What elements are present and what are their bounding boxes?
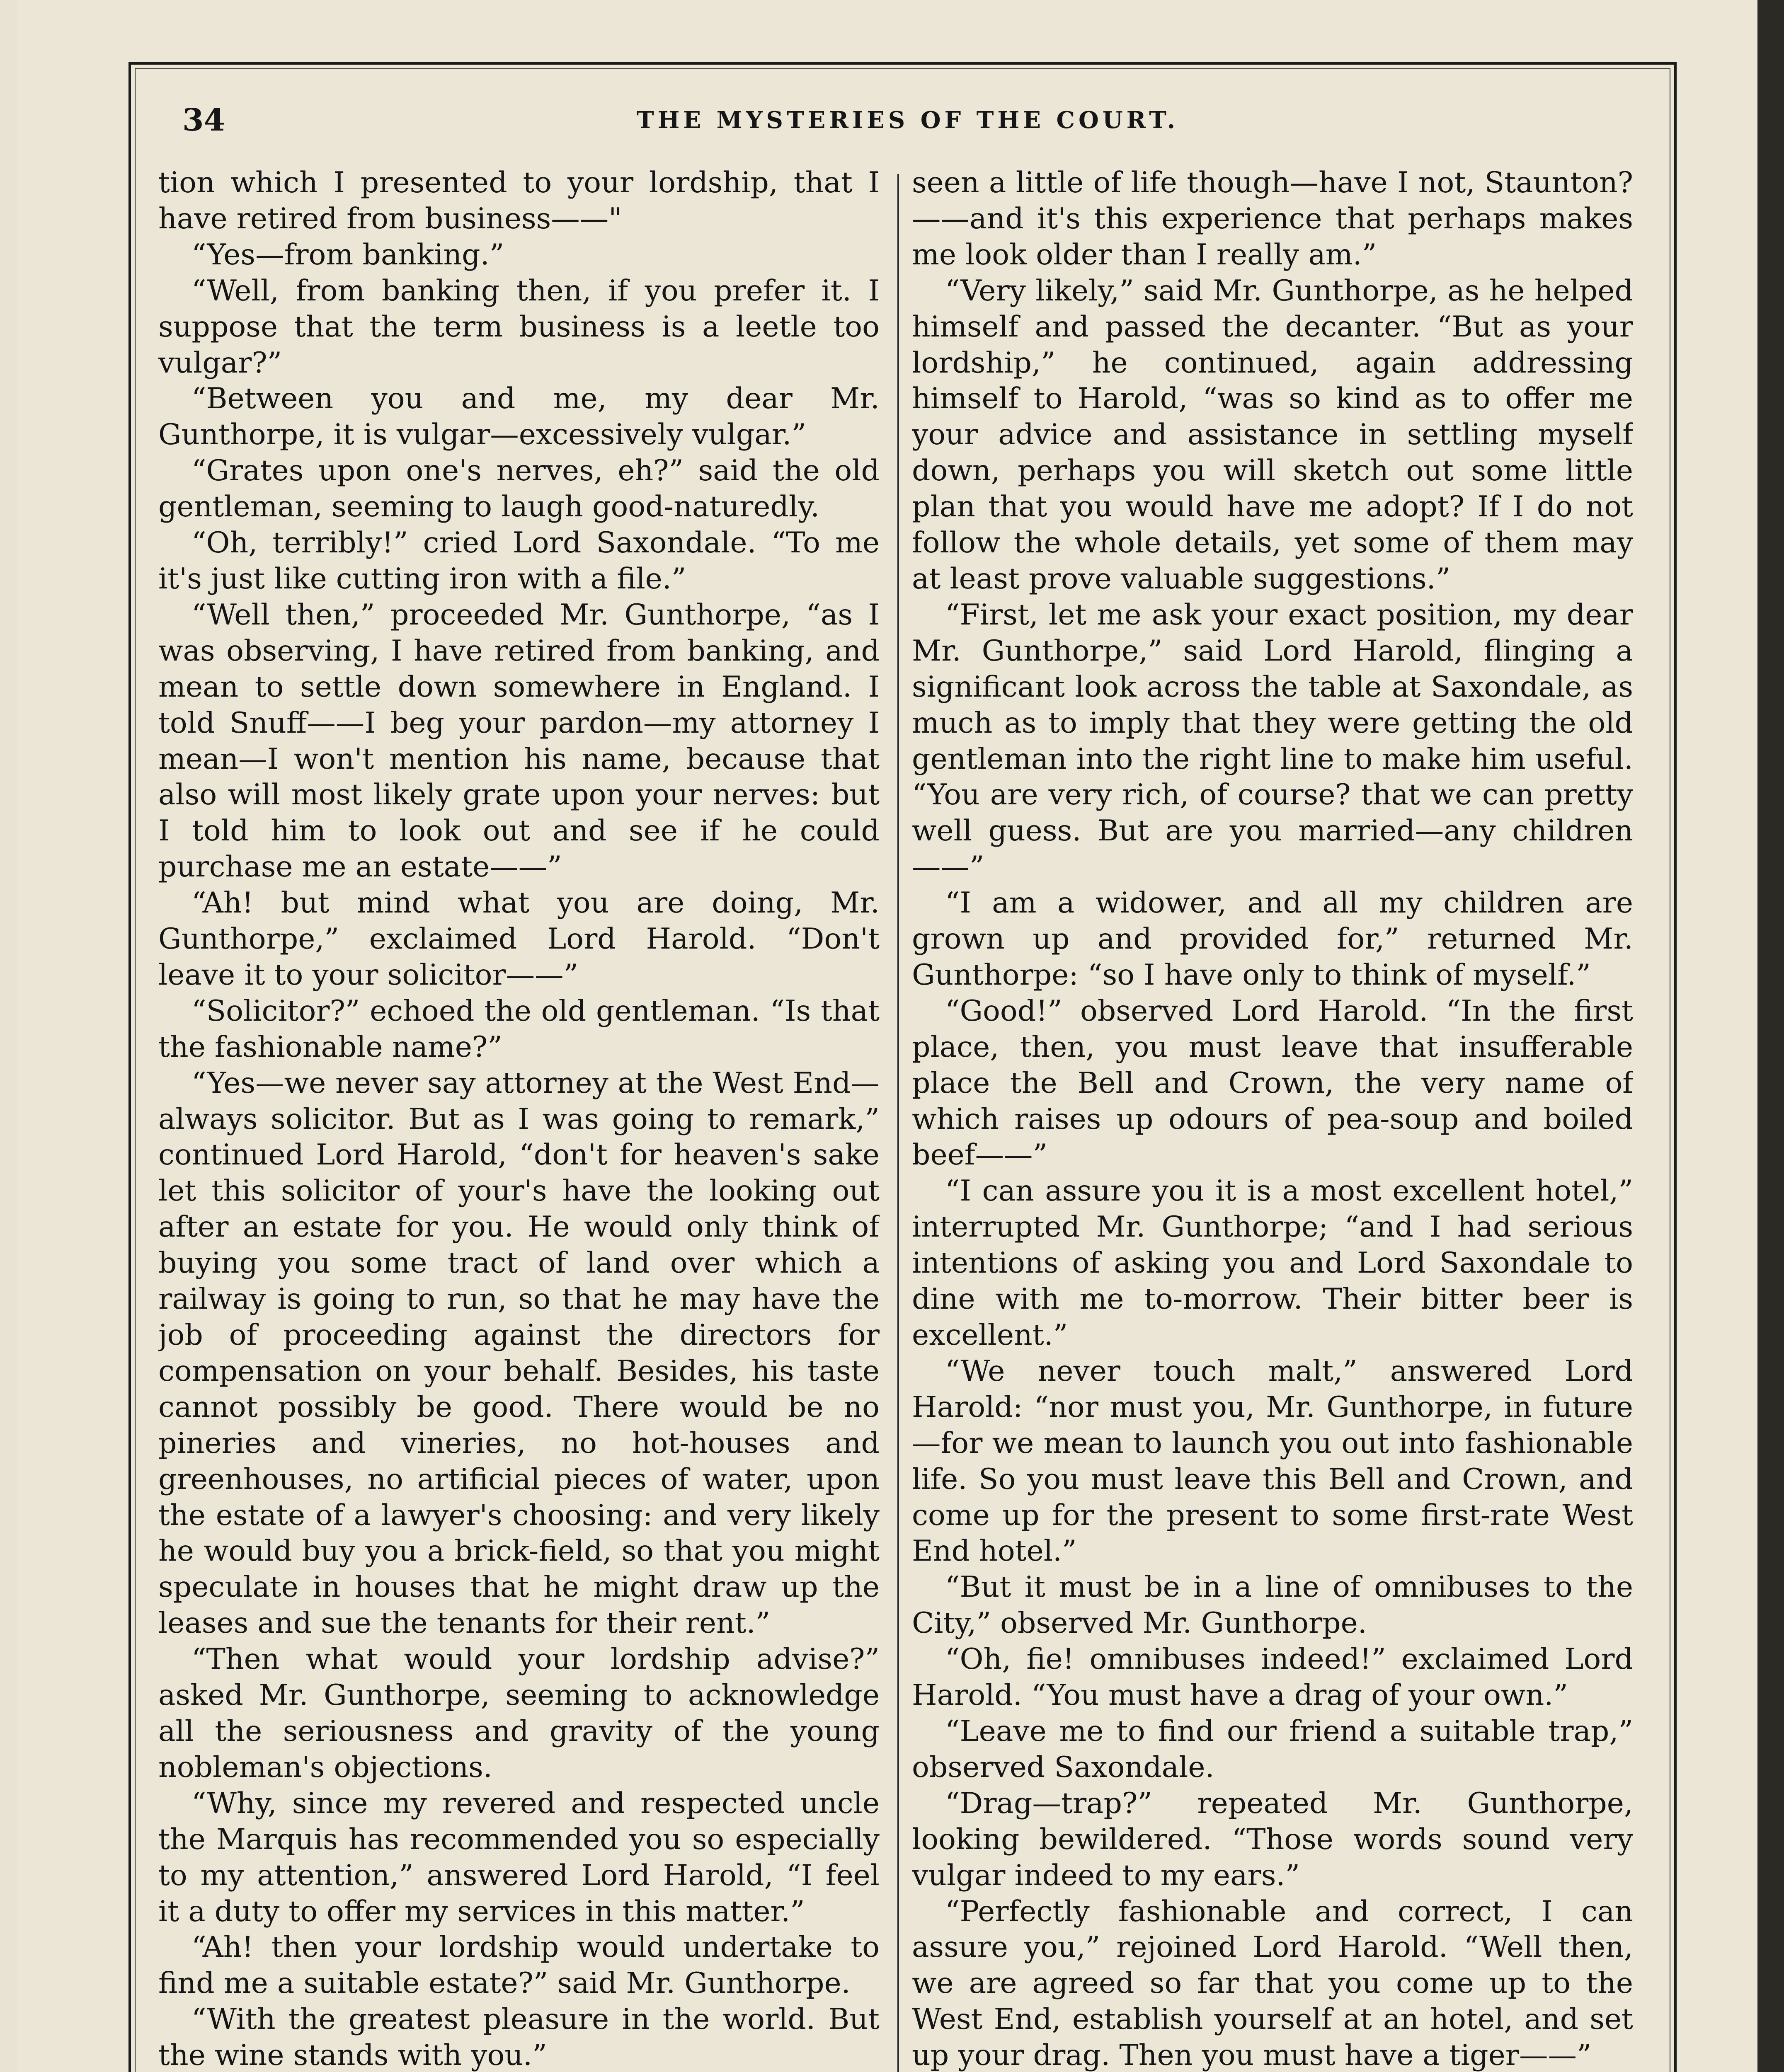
running-title: THE MYSTERIES OF THE COURT. xyxy=(636,107,1179,134)
paragraph: “Between you and me, my dear Mr. Gunthorpe, it is vulgar—excessively vulgar.” xyxy=(158,382,880,452)
left-column xyxy=(158,165,880,2072)
paragraph: “Good!” observed Lord Harold. “In the first place, then, you must leave that insufferable place the Bell and Crown, the very name of which raises up odours of pea-soup and boiled beef——” xyxy=(912,994,1633,1172)
paragraph: “Perfectly fashionable and correct, I can assure you,” rejoined Lord Harold. “Well then, we are agreed so far that you come up to the West End, establish yourself at an hotel, and set up your drag. Then you must have a tiger——” xyxy=(912,1894,1633,2072)
paragraph: “But it must be in a line of omnibuses to the City,” observed Mr. Gunthorpe. xyxy=(912,1570,1633,1640)
paragraph: “Ah! but mind what you are doing, Mr. Gunthorpe,” exclaimed Lord Harold. “Don't leave it to your solicitor——” xyxy=(158,886,880,992)
right-column xyxy=(912,165,1633,2072)
paragraph: “Grates upon one's nerves, eh?” said the old gentleman, seeming to laugh good-naturedly. xyxy=(158,454,880,524)
paragraph: “Oh, terribly!” cried Lord Saxondale. “To me it's just like cutting iron with a file.” xyxy=(158,526,880,595)
paragraph: “Then what would your lordship advise?” asked Mr. Gunthorpe, seeming to acknowledge all the seriousness and gravity of the young nobleman's objections. xyxy=(158,1642,880,1784)
paragraph: “First, let me ask your exact position, my dear Mr. Gunthorpe,” said Lord Harold, flinging a significant look across the table at Saxondale, as much as to imply that they were getting the old gentleman into the right line to make him useful. “You are very rich, of course? that we can pretty well guess. But are you married—any children——” xyxy=(912,598,1633,884)
paragraph: “Yes—from banking.” xyxy=(191,237,504,271)
paragraph: “Oh, fie! omnibuses indeed!” exclaimed Lord Harold. “You must have a drag of your own.” xyxy=(912,1642,1633,1712)
paragraph: “I am a widower, and all my children are grown up and provided for,” returned Mr. Gunthorpe: “so I have only to think of myself.” xyxy=(912,886,1633,992)
page-edge-shadow xyxy=(1757,0,1784,2072)
page-number: 34 xyxy=(182,102,225,138)
paragraph: “We never touch malt,” answered Lord Harold: “nor must you, Mr. Gunthorpe, in future—for we mean to launch you out into fashionable life. So you must leave this Bell and Crown, and come up for the present to some first-rate West End hotel.” xyxy=(912,1354,1633,1568)
page-header xyxy=(182,102,1633,139)
paragraph: “I can assure you it is a most excellent hotel,” interrupted Mr. Gunthorpe; “and I had serious intentions of asking you and Lord Saxondale to dine with me to-morrow. Their bitter beer is excellent.” xyxy=(912,1174,1633,1352)
paragraph: “Ah! then your lordship would undertake to find me a suitable estate?” said Mr. Gunthorpe. xyxy=(158,1930,880,2000)
paragraph: seen a little of life though—have I not, Staunton? ——and it's this experience that perhaps makes me look older than I really am.” xyxy=(912,166,1633,271)
paragraph: “Why, since my revered and respected uncle the Marquis has recommended you so especially to my attention,” answered Lord Harold, “I feel it a duty to offer my services in this matter.” xyxy=(158,1786,880,1928)
paragraph: “Very likely,” said Mr. Gunthorpe, as he helped himself and passed the decanter. “But as your lordship,” he continued, again addressing himself to Harold, “was so kind as to offer me your advice and assistance in settling myself down, perhaps you will sketch out some little plan that you would have me adopt? If I do not follow the whole details, yet some of them may at least prove valuable suggestions.” xyxy=(912,274,1633,595)
paragraph: “Well, from banking then, if you prefer it. I suppose that the term business is a leetle too vulgar?” xyxy=(158,274,880,380)
paragraph: “Solicitor?” echoed the old gentleman. “Is that the fashionable name?” xyxy=(158,994,880,1064)
paragraph: “Drag—trap?” repeated Mr. Gunthorpe, looking bewildered. “Those words sound very vulgar indeed to my ears.” xyxy=(912,1786,1633,1892)
paragraph: tion which I presented to your lordship, that I have retired from business——" xyxy=(158,166,880,235)
paragraph: “With the greatest pleasure in the world. But the wine stands with you.” xyxy=(158,2002,880,2072)
column-divider xyxy=(897,174,899,2072)
paragraph: “Leave me to find our friend a suitable trap,” observed Saxondale. xyxy=(912,1714,1633,1784)
paragraph: “Yes—we never say attorney at the West End—always solicitor. But as I was going to remark,” continued Lord Harold, “don't for heaven's sake let this solicitor of your's have the looking out after an estate for you. He would only think of buying you some tract of land over which a railway is going to run, so that he may have the job of proceeding against the directors for compensation on your behalf. Besides, his taste cannot possibly be good. There would be no pineries and vineries, no hot-houses and greenhouses, no artificial pieces of water, upon the estate of a lawyer's choosing: and very likely he would buy you a brick-field, so that you might speculate in houses that he might draw up the leases and sue the tenants for their rent.” xyxy=(158,1066,880,1640)
paragraph: “Well then,” proceeded Mr. Gunthorpe, “as I was observing, I have retired from banking, and mean to settle down somewhere in England. I told Snuff——I beg your pardon—my attorney I mean—I won't mention his name, because that also will most likely grate upon your nerves: but I told him to look out and see if he could purchase me an estate——” xyxy=(158,598,880,884)
